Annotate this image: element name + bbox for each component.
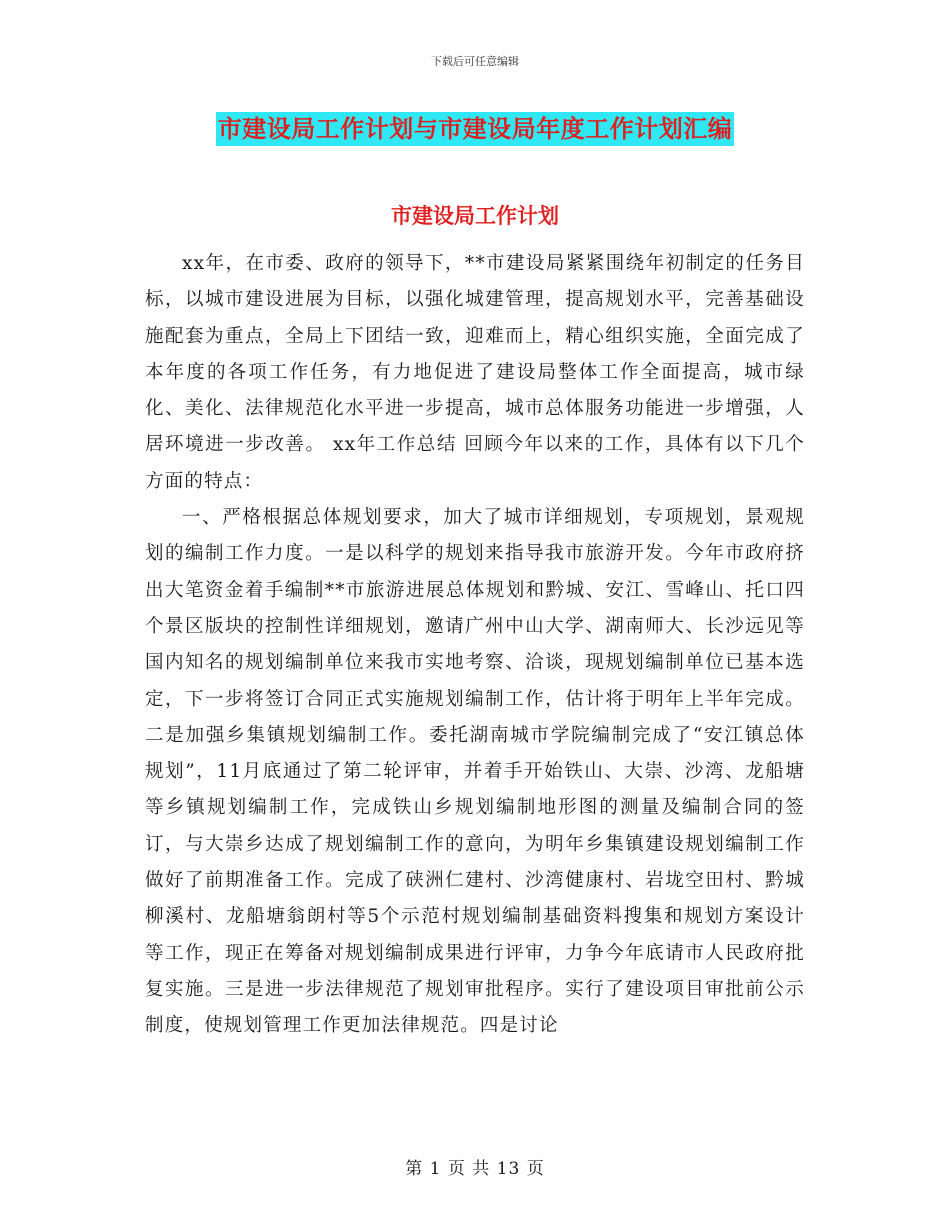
paragraph-2: 一、严格根据总体规划要求，加大了城市详细规划，专项规划，景观规划的编制工作力度。一是以科学的规划来指导我市旅游开发。今年市政府挤出大笔资金着手编制**市旅游进展总体规划和黔城、安江、雪峰山、托口四个景区版块的控制性详细规划，邀请广州中山大学、湖南师大、长沙远见等国内知名的规划编制单位来我市实地考察、洽谈，现规划编制单位已基本选定，下一步将签订合同正式实施规划编制工作，估计将于明年上半年完成。二是加强乡集镇规划编制工作。委托湖南城市学院编制完成了“安江镇总体规划”，11月底通过了第二轮评审，并着手开始铁山、大崇、沙湾、龙船塘等乡镇规划编制工作，完成铁山乡规划编制地形图的测量及编制合同的签订，与大崇乡达成了规划编制工作的意向，为明年乡集镇建设规划编制工作做好了前期准备工作。完成了硖洲仁建村、沙湾健康村、岩垅空田村、黔城柳溪村、龙船塘翁朗村等5个示范村规划编制基础资料搜集和规划方案设计等工作，现正在筹备对规划编制成果进行评审，力争今年底请市人民政府批复实施。三是进一步法律规范了规划审批程序。实行了建设项目审批前公示制度，使规划管理工作更加法律规范。四是讨论 [145,507,805,1037]
header-note: 下载后可任意编辑 [431,55,519,68]
document-title: 市建设局工作计划与市建设局年度工作计划汇编 [216,112,735,146]
section-title: 市建设局工作计划 [391,204,559,228]
page-number-footer: 第 1 页 共 13 页 [405,1159,545,1179]
document-title-container [0,112,950,146]
paragraph-1: xx年，在市委、政府的领导下，**市建设局紧紧围绕年初制定的任务目标，以城市建设进展为目标，以强化城建管理，提高规划水平，完善基础设施配套为重点，全局上下团结一致，迎难而上，精心组织实施，全面完成了本年度的各项工作任务，有力地促进了建设局整体工作全面提高，城市绿化、美化、法律规范化水平进一步提高，城市总体服务功能进一步增强，人居环境进一步改善。 xx年工作总结 回顾今年以来的工作，具体有以下几个方面的特点： [145,253,805,492]
body-text [145,246,805,1045]
